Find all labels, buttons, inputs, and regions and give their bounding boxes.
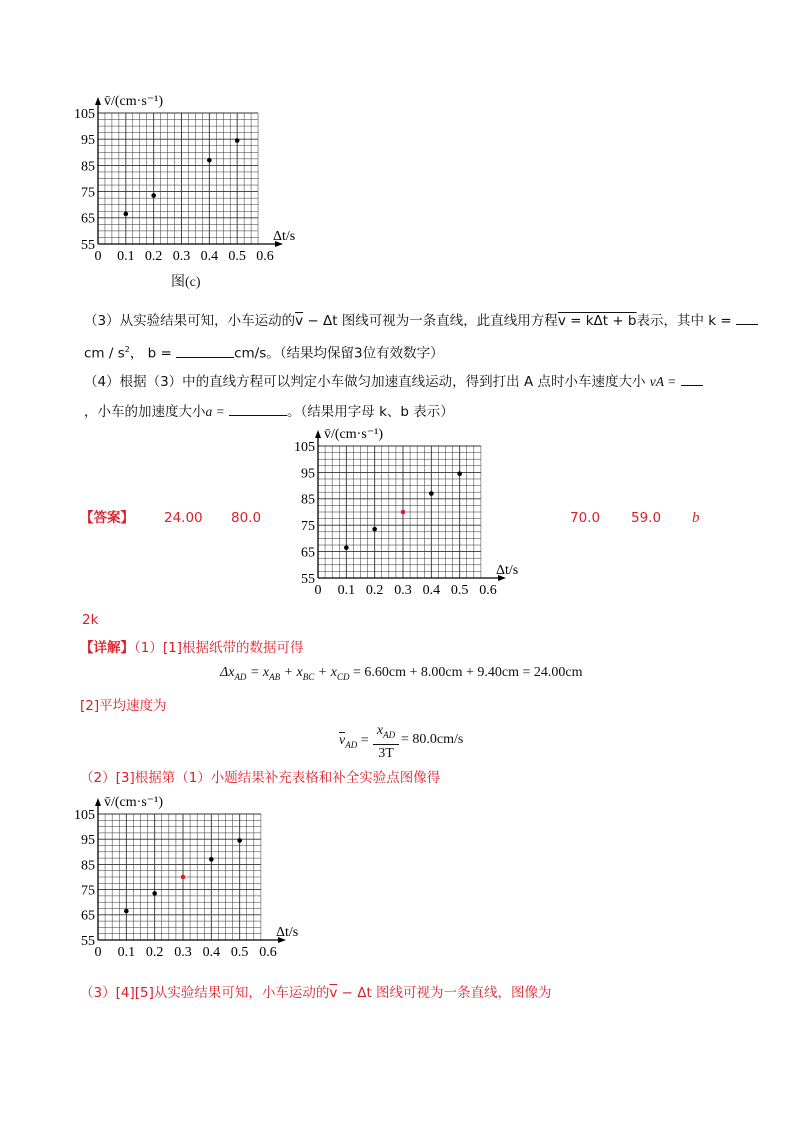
detail-label: 【详解】 xyxy=(80,640,134,656)
data-point xyxy=(457,471,462,476)
question-3-line-2: cm / $s^2$， b = cm/s。（结果均保留3位有效数字） xyxy=(84,345,444,362)
eq2-num: x xyxy=(376,723,384,738)
x-tick-label: 0.5 xyxy=(228,249,246,264)
data-point xyxy=(429,491,434,496)
answer-1: 24.00 xyxy=(164,510,203,526)
eq2-vbar: v xyxy=(339,733,346,748)
y-tick-label: 55 xyxy=(301,571,315,587)
x-tick-label: 0.6 xyxy=(259,945,277,960)
x-tick-label: 0.3 xyxy=(172,249,191,264)
x-tick-label: 0.1 xyxy=(117,945,136,960)
detail-p4 xyxy=(80,983,552,1003)
q3-text-tail: 表示，其中 k = xyxy=(636,313,732,329)
detail-p1: （1）[1]根据纸带的数据可得 xyxy=(134,640,304,656)
y-tick-label: 75 xyxy=(301,519,315,535)
data-point xyxy=(152,891,157,896)
x-tick-label: 0 xyxy=(94,249,102,264)
grid xyxy=(318,446,481,578)
eq1-plus2: + x xyxy=(314,665,337,680)
y-tick-label: 105 xyxy=(74,807,95,823)
x-tick-label: 0.6 xyxy=(479,583,497,598)
y-tick-label: 95 xyxy=(81,133,95,149)
detail-line-1 xyxy=(80,638,303,658)
detail-chart xyxy=(72,787,302,960)
q3-text-a: （3）从实验结果可知，小车运动的 xyxy=(84,313,296,329)
q3-unit: cm / s xyxy=(84,345,125,362)
data-point xyxy=(151,193,156,198)
eq1-ab: AB xyxy=(269,671,281,682)
y-tick-label: 75 xyxy=(81,883,95,899)
x-tick-label: 0.4 xyxy=(200,249,219,264)
equation-1 xyxy=(220,665,582,682)
answer-label: 【答案】 xyxy=(80,510,134,526)
y-tick-label: 85 xyxy=(301,492,315,508)
x-tick-label: 0.5 xyxy=(230,945,249,960)
x-tick-label: 0.2 xyxy=(144,249,163,264)
answer-6: 2k xyxy=(82,612,99,628)
question-4-line-2 xyxy=(84,402,454,422)
blank-k xyxy=(736,324,758,325)
y-tick-label: 55 xyxy=(81,933,95,949)
x-tick-label: 0.2 xyxy=(145,945,164,960)
y-tick-label: 95 xyxy=(301,466,315,482)
y-axis-arrow xyxy=(95,798,101,806)
q4-a: a = xyxy=(205,404,225,419)
grid xyxy=(98,113,258,244)
x-axis-label: Δt/s xyxy=(276,925,299,940)
x-tick-label: 0.3 xyxy=(394,583,412,598)
y-axis-arrow xyxy=(315,430,321,438)
q4-va: vA = xyxy=(649,374,677,389)
y-tick-label: 65 xyxy=(301,545,315,561)
y-tick-label: 85 xyxy=(81,159,95,175)
x-axis-label: Δt/s xyxy=(273,229,296,244)
x-tick-label: 0 xyxy=(94,945,102,960)
eq1-dx: Δx xyxy=(220,665,235,680)
eq2-numsub: AD xyxy=(383,729,396,740)
y-tick-label: 95 xyxy=(81,833,95,849)
y-tick-label: 55 xyxy=(81,237,95,253)
detail-p4v: $\overline{v}$ xyxy=(329,985,338,1001)
y-tick-label: 105 xyxy=(74,106,95,122)
data-point xyxy=(372,527,377,532)
x-tick-label: 0.4 xyxy=(202,945,221,960)
blank-va xyxy=(681,385,703,386)
q4-tail: 。（结果用字母 k、b 表示） xyxy=(287,404,454,420)
data-point xyxy=(207,158,212,163)
y-axis-label: v̄/(cm·s⁻¹) xyxy=(104,795,164,810)
chart-c xyxy=(72,92,302,272)
answer-5: b xyxy=(692,510,700,526)
x-tick-label: 0 xyxy=(314,583,322,598)
eq2-vsub: AD xyxy=(345,739,358,750)
data-point xyxy=(235,138,240,143)
eq1-sub: AD xyxy=(234,671,247,682)
data-point xyxy=(237,838,242,843)
q4-text-a: （4）根据（3）中的直线方程可以判定小车做匀加速直线运动，得到打出 A 点时小车速度大小 xyxy=(84,374,646,390)
q3-b: ， b = xyxy=(129,345,172,362)
x-tick-label: 0.6 xyxy=(256,249,274,264)
y-tick-label: 65 xyxy=(81,211,95,227)
y-tick-label: 85 xyxy=(81,858,95,874)
data-point xyxy=(124,909,129,914)
eq2-den: 3T xyxy=(378,745,394,761)
question-3-line-1 xyxy=(84,311,758,331)
y-axis-label: v̄/(cm·s⁻¹) xyxy=(104,94,164,109)
q3-text-mid: − Δt 图线可视为一条直线，此直线用方程 xyxy=(303,313,558,329)
q3-unit2: cm/s。（结果均保留3位有效数字） xyxy=(234,345,444,362)
answer-4: 59.0 xyxy=(631,510,662,526)
detail-p3: （2）[3]根据第（1）小题结果补充表格和补全实验点图像得 xyxy=(80,770,441,786)
added-point xyxy=(401,510,406,515)
eq1-bc: BC xyxy=(302,671,315,682)
eq1-plus1: + x xyxy=(280,665,303,680)
q4-text-b: ，小车的加速度大小 xyxy=(84,404,206,420)
x-tick-label: 0.3 xyxy=(174,945,192,960)
eq2-val: = 80.0cm/s xyxy=(401,732,464,747)
data-point xyxy=(344,545,349,550)
eq1-val: = 6.60cm + 8.00cm + 9.40cm = 24.00cm xyxy=(349,665,583,680)
y-axis-label: v̄/(cm·s⁻¹) xyxy=(324,427,384,442)
eq1-x: = x xyxy=(246,665,270,680)
blank-b xyxy=(176,357,234,358)
answer-chart xyxy=(283,424,543,604)
x-tick-label: 0.2 xyxy=(365,583,384,598)
x-tick-label: 0.4 xyxy=(422,583,441,598)
x-tick-label: 0.1 xyxy=(117,249,135,264)
answer-2: 80.0 xyxy=(231,510,262,526)
blank-a xyxy=(229,415,287,416)
y-tick-label: 65 xyxy=(81,908,95,924)
added-point xyxy=(181,875,186,880)
q3-eq: v = kΔt + b xyxy=(557,313,637,329)
y-tick-label: 105 xyxy=(294,439,315,455)
x-tick-label: 0.5 xyxy=(450,583,469,598)
detail-p2: [2]平均速度为 xyxy=(80,698,167,714)
x-tick-label: 0.1 xyxy=(337,583,356,598)
data-point xyxy=(209,857,214,862)
y-tick-label: 75 xyxy=(81,185,95,201)
figure-caption: 图(c) xyxy=(171,275,201,290)
y-axis-arrow xyxy=(95,97,101,105)
data-point xyxy=(124,212,129,217)
answer-3: 70.0 xyxy=(570,510,601,526)
q3-vbar: $\overline{v}$ xyxy=(295,313,304,329)
detail-p4a: （3）[4][5]从实验结果可知，小车运动的 xyxy=(80,985,330,1001)
x-axis-label: Δt/s xyxy=(496,563,519,578)
detail-p4b: − Δt 图线可视为一条直线，图像为 xyxy=(337,985,552,1001)
eq1-cd: CD xyxy=(336,671,350,682)
grid xyxy=(98,814,261,940)
question-4-line-1 xyxy=(84,372,703,392)
